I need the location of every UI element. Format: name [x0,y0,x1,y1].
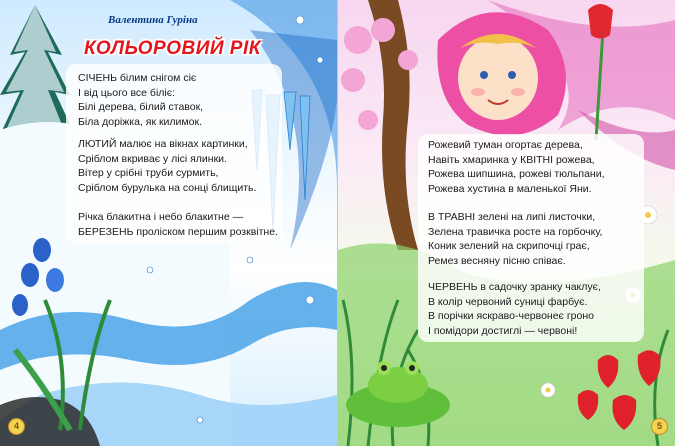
poem-line: Біла доріжка, як килимок. [78,115,202,128]
poem-line: Ремез весняну пісню співає. [428,254,566,267]
right-page [338,0,675,446]
poem-line: Рожева шипшина, рожеві тюльпани, [428,168,605,181]
poem-line: ЛЮТИЙ малює на вікнах картинки, [78,138,248,150]
poem-line: Зелена травичка росте на горбочку, [428,225,603,238]
stanza-may [428,210,602,268]
poem-line: В колір червоний суниці фарбує. [428,295,588,308]
spruce-tree [0,5,75,135]
left-page [0,0,337,446]
poem-line: Рожева хустина в маленької Яни. [428,182,592,195]
poem-line: СІЧЕНЬ білим снігом сіє [78,72,197,84]
stanza-february [78,137,256,195]
stanza-june [428,280,601,338]
stanza-april [428,138,605,196]
author-name: Валентина Гуріна [108,14,198,26]
poem-line: ЧЕРВЕНЬ в садочку зранку чаклує, [428,281,601,293]
girl-in-pink-kerchief [437,12,566,135]
poem-line: В порічки яскраво-червонеє гроно [428,310,594,323]
page-number: 4 [8,418,25,435]
poem-line: БЕРЕЗЕНЬ проліском першим розквітне. [78,225,278,238]
poem-line: Річка блакитна і небо блакитне — [78,211,244,223]
poem-line: Коник зелений на скрипочці грає, [428,240,590,253]
poem-line: Навіть хмаринка у КВІТНІ рожева, [428,153,595,166]
poem-line: Білі дерева, білий ставок, [78,101,204,114]
poem-line: Рожевий туман огортає дерева, [428,139,583,151]
poem-line: В ТРАВНІ зелені на липі листочки, [428,211,596,223]
poem-title: КОЛЬОРОВИЙ РІК [84,38,261,59]
poem-line: Вітер у срібні труби сурмить, [78,167,219,180]
poem-line: І помідори достиглі — червоні! [428,324,578,337]
stanza-march [78,210,278,239]
poem-line: І від цього все біліє: [78,86,176,99]
page-number: 5 [651,418,668,435]
poem-line: Сріблом бурулька на сонці блищить. [78,181,257,194]
poem-line: Сріблом вкриває у лісі ялинки. [78,152,227,165]
stanza-january [78,71,203,129]
